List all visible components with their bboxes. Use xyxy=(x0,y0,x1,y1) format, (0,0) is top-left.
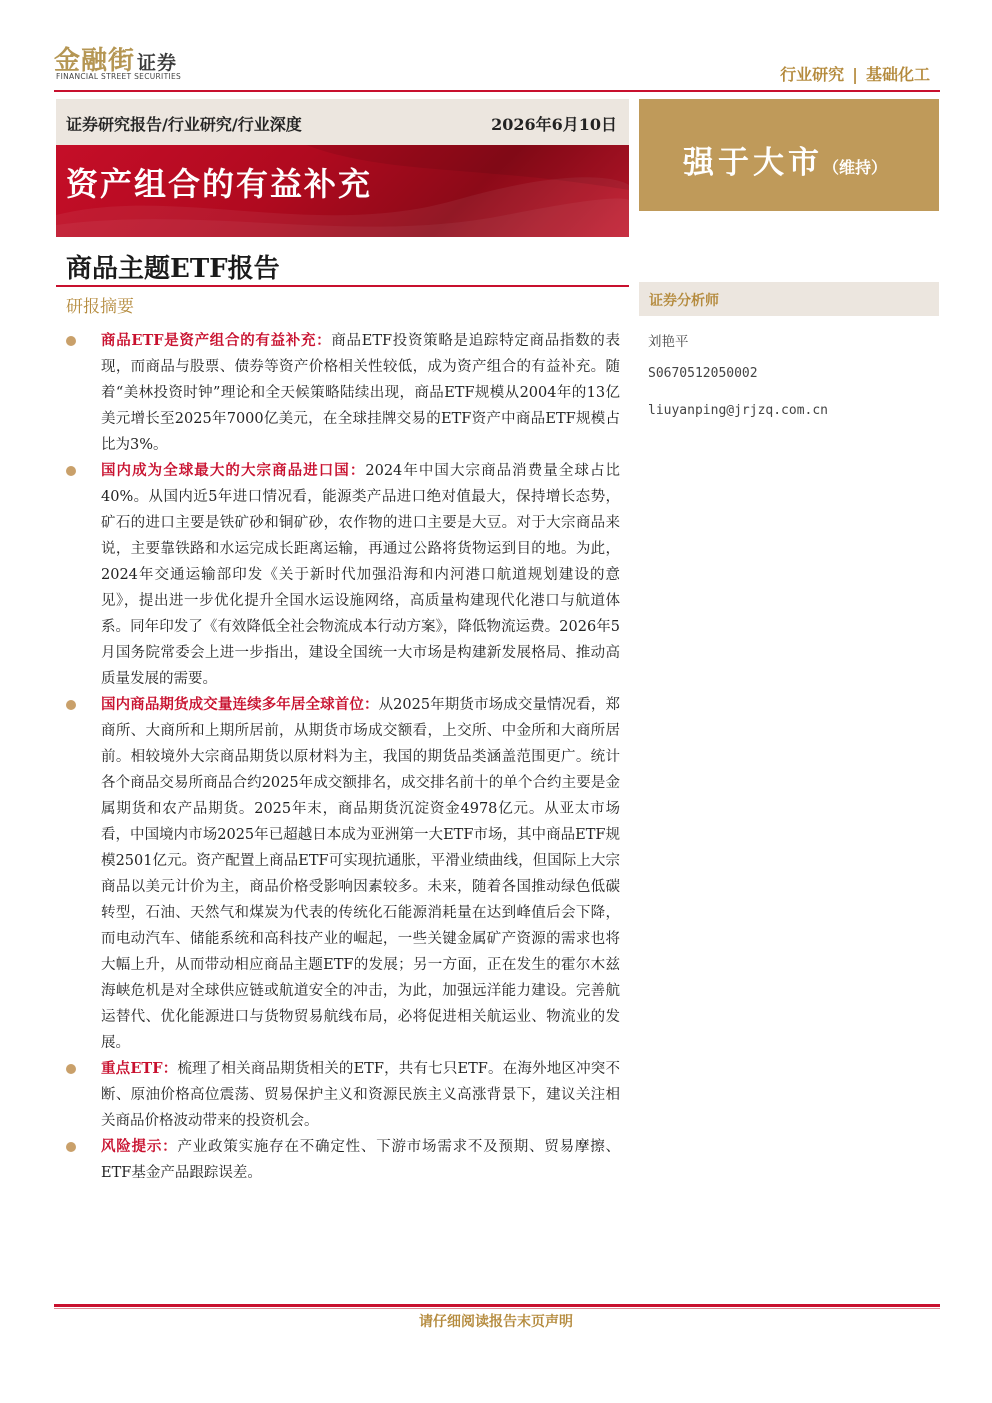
title-banner xyxy=(56,145,629,237)
subtitle-divider xyxy=(56,285,629,287)
bullet-title: 重点ETF： xyxy=(101,1060,178,1077)
rating-sub: （维持） xyxy=(823,158,888,177)
bullet-title: 国内成为全球最大的大宗商品进口国： xyxy=(101,462,366,479)
bullet-text: 梳理了相关商品期货相关的ETF，共有七只ETF。在海外地区冲突不断、原油价格高位震荡、贸易保护主义和资源民族主义高涨背景下，建议关注相关商品价格波动带来的投资机会。 xyxy=(101,1061,620,1129)
rating-box xyxy=(639,99,939,211)
analyst-email[interactable]: liuyanping@jrjzq.com.cn xyxy=(648,403,829,418)
logo-cn-name: 金融街 xyxy=(54,46,136,76)
report-type: 证券研究报告/行业研究/行业深度 xyxy=(66,115,302,134)
abstract-bullet xyxy=(66,692,620,1056)
bullet-dot-icon xyxy=(66,336,76,346)
logo-cn-suffix: 证券 xyxy=(137,52,178,74)
footer-divider xyxy=(54,1304,940,1307)
header-category-label: 行业研究 xyxy=(780,65,845,84)
header-divider xyxy=(54,90,940,92)
bullet-text: 商品ETF投资策略是追踪特定商品指数的表现，而商品与股票、债券等资产价格相关性较低，成为资产组合的有益补充。随着“美林投资时钟”理论和全天候策略陆续出现，商品ETF规模从2004年的13亿美元增长至2025年7000亿美元，在全球挂牌交易的ETF资产中商品ETF规模占比为3%。 xyxy=(101,333,620,453)
abstract-bullet xyxy=(66,1134,620,1186)
rating-main: 强于大市 xyxy=(683,145,823,181)
report-subtitle: 商品主题ETF报告 xyxy=(66,254,280,284)
abstract-content xyxy=(66,328,620,1186)
bullet-text: 从2025年期货市场成交量情况看，郑商所、大商所和上期所居前，从期货市场成交额看，上交所、中金所和大商所居前。相较境外大宗商品期货以原材料为主，我国的期货品类涵盖范围更广。统计各个商品交易所商品合约2025年成交额排名，成交排名前十的单个合约主要是金属期货和农产品期货。2025年末，商品期货沉淀资金4978亿元。从亚太市场看，中国境内市场2025年已超越日本成为亚洲第一大ETF市场，其中商品ETF规模2501亿元。资产配置上商品ETF可实现抗通胀，平滑业绩曲线，但国际上大宗商品以美元计价为主，商品价格受影响因素较多。未来，随着各国推动绿色低碳转型，石油、天然气和煤炭为代表的传统化石能源消耗量在达到峰值后会下降，而电动汽车、储能系统和高科技产业的崛起，一些关键金属矿产资源的需求也将大幅上升，从而带动相应商品主题ETF的发展；另一方面，正在发生的霍尔木兹海峡危机是对全球供应链或航道安全的冲击，为此，加强远洋能力建设。完善航运替代、优化能源进口与货物贸易航线布局，必将促进相关航运业、物流业的发展。 xyxy=(101,697,621,1051)
analyst-name: 刘艳平 xyxy=(648,334,689,350)
header-category xyxy=(780,62,930,85)
footer-divider-thin xyxy=(54,1308,940,1309)
abstract-bullet xyxy=(66,458,620,692)
abstract-bullet xyxy=(66,1056,620,1134)
bullet-text: 2024年中国大宗商品消费量全球占比40%。从国内近5年进口情况看，能源类产品进口绝对值最大，保持增长态势，矿石的进口主要是铁矿砂和铜矿砂，农作物的进口主要是大豆。对于大宗商品来说，主要靠铁路和水运完成长距离运输，再通过公路将货物运到目的地。为此，2024年交通运输部印发《关于新时代加强沿海和内河港口航道规划建设的意见》，提出进一步优化提升全国水运设施网络，高质量构建现代化港口与航道体系。同年印发了《有效降低全社会物流成本行动方案》，降低物流运费。2026年5月国务院常委会上进一步指出，建设全国统一大市场是构建新发展格局、推动高质量发展的需要。 xyxy=(101,463,620,687)
bullet-title: 国内商品期货成交量连续多年居全球首位： xyxy=(101,696,379,713)
company-logo xyxy=(54,40,214,84)
report-title: 资产组合的有益补充 xyxy=(66,165,373,203)
analyst-label: 证券分析师 xyxy=(649,293,719,309)
header-separator: | xyxy=(852,65,858,84)
bullet-dot-icon xyxy=(66,466,76,476)
analyst-cert: S0670512050002 xyxy=(648,366,758,381)
bullet-title: 商品ETF是资产组合的有益补充： xyxy=(101,332,332,349)
abstract-bullet xyxy=(66,328,620,458)
bullet-text: 产业政策实施存在不确定性、下游市场需求不及预期、贸易摩擦、ETF基金产品跟踪误差。 xyxy=(101,1139,621,1181)
logo-en-name: FINANCIAL STREET SECURITIES xyxy=(56,72,182,81)
header-sector-label: 基础化工 xyxy=(865,65,930,84)
rating-label xyxy=(683,137,887,182)
bullet-dot-icon xyxy=(66,1064,76,1074)
report-meta-bar xyxy=(56,99,629,145)
bullet-dot-icon xyxy=(66,700,76,710)
bullet-title: 风险提示： xyxy=(101,1138,178,1155)
abstract-label: 研报摘要 xyxy=(66,297,134,317)
footer-disclaimer: 请仔细阅读报告末页声明 xyxy=(419,1314,573,1330)
analyst-header xyxy=(639,282,939,316)
report-date: 2026年6月10日 xyxy=(491,115,617,134)
bullet-dot-icon xyxy=(66,1142,76,1152)
